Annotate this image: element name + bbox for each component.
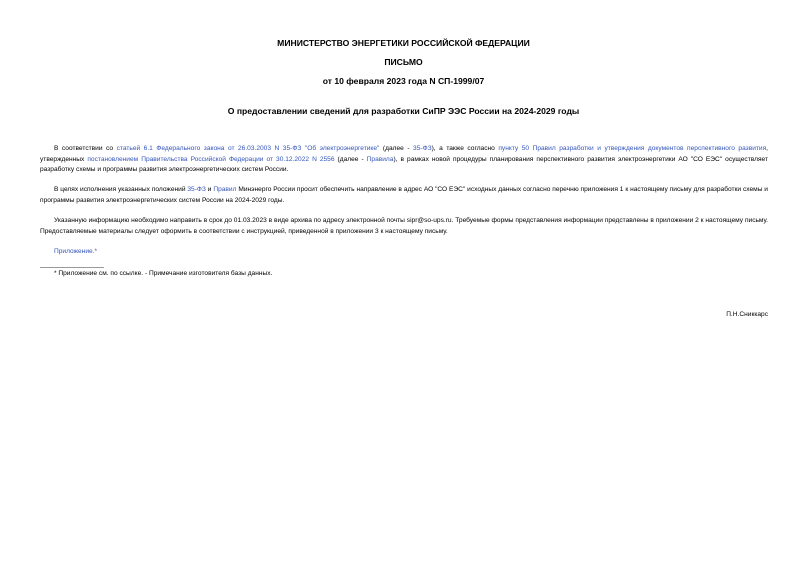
document-date-number: от 10 февраля 2023 года N СП-1999/07 bbox=[322, 76, 485, 86]
p3-text-1: Указанную информацию необходимо направить в срок до 01.03.2023 в виде архива по адресу электронной почты sipr@so-ups.ru. Требуемые формы представления информации представлены в приложении 2 к настоящему письму. Предоставляемые материалы следует оформить в соответствии с инструкцией, приведенной в приложении 3 к настоящему письму. bbox=[40, 217, 768, 235]
paragraph-2 bbox=[40, 185, 768, 206]
paragraph-1 bbox=[40, 144, 768, 176]
footnote: * Приложение см. по ссылке. - Примечание изготовителя базы данных. bbox=[54, 270, 273, 277]
signature: П.Н.Сниккарс bbox=[726, 311, 768, 318]
footnote-divider bbox=[40, 267, 104, 268]
law-article-link[interactable]: статьей 6.1 Федерального закона от 26.03.2003 N 35-ФЗ "Об электроэнергетике" bbox=[116, 145, 380, 152]
p2-text-2: и bbox=[205, 186, 214, 193]
rules-point-link[interactable]: пункту 50 Правил разработки и утверждения документов перспективного развития bbox=[498, 145, 767, 152]
document-subject: О предоставлении сведений для разработки СиПР ЭЭС России на 2024-2029 годы bbox=[227, 106, 580, 116]
p2-text-1: В целях исполнения указанных положений bbox=[54, 186, 188, 193]
document-type: ПИСЬМО bbox=[384, 57, 423, 67]
p2-law-35fz-link[interactable]: 35-ФЗ bbox=[187, 186, 206, 193]
p2-rules-link[interactable]: Правил bbox=[213, 186, 237, 193]
p1-text-4: , утвержденных bbox=[40, 145, 768, 163]
p1-text-1: В соответствии со bbox=[54, 145, 117, 152]
ministry-heading: МИНИСТЕРСТВО ЭНЕРГЕТИКИ РОССИЙСКОЙ ФЕДЕРАЦИИ bbox=[277, 38, 530, 48]
p2-text-3: Минэнерго России просит обеспечить направление в адрес АО "СО ЕЭС" исходных данных согласно перечню приложения 1 к настоящему письму для разработки схемы и программы развития электроэнергетических систем России на 2024-2029 годы. bbox=[40, 186, 768, 204]
p1-text-6: ), в рамках новой процедуры планирования перспективного развития электроэнергетики АО "СО ЕЭС" осуществляет разработку схемы и программы развития электроэнергетических систем России. bbox=[40, 155, 768, 174]
rules-link[interactable]: Правила bbox=[366, 155, 394, 163]
p1-text-3: ), а также согласно bbox=[431, 145, 499, 152]
appendix-link[interactable]: Приложение.* bbox=[54, 248, 98, 255]
p1-text-5: (далее - bbox=[334, 155, 367, 163]
paragraph-3 bbox=[40, 216, 768, 237]
p1-text-2: (далее - bbox=[379, 145, 414, 152]
law-35fz-link[interactable]: 35-ФЗ bbox=[413, 145, 432, 152]
government-decree-link[interactable]: постановлением Правительства Российской Федерации от 30.12.2022 N 2556 bbox=[87, 155, 335, 163]
